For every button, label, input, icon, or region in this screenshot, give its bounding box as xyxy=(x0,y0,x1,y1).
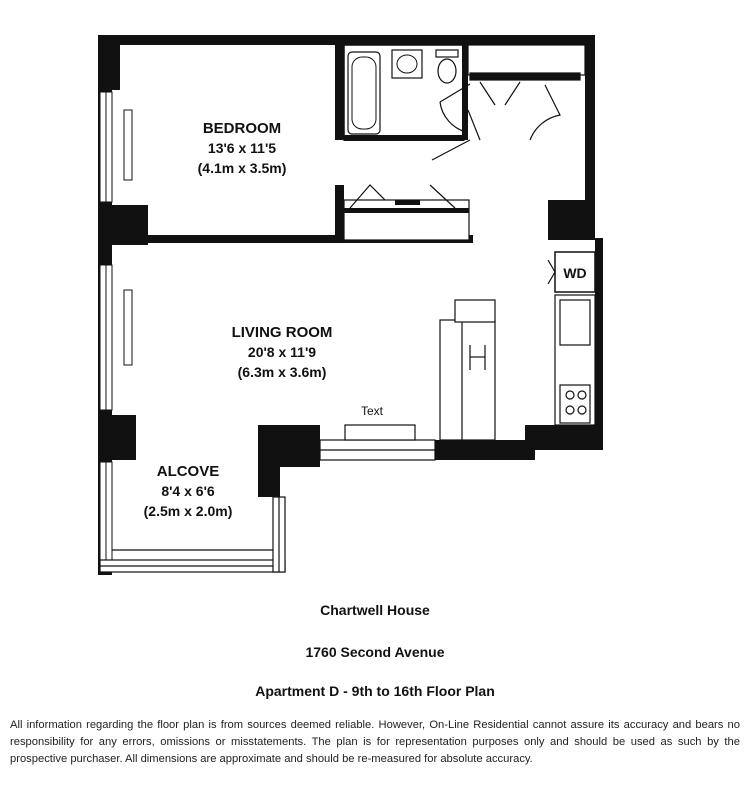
washer-dryer-label: WD xyxy=(563,265,587,281)
bedroom-label xyxy=(198,120,287,176)
living-room-dim-metric: (6.3m x 3.6m) xyxy=(237,364,327,380)
building-address: 1760 Second Avenue xyxy=(305,644,445,660)
alcove-dim-imperial: 8'4 x 6'6 xyxy=(161,483,215,499)
living-room-label xyxy=(232,324,333,380)
left-windows xyxy=(100,92,132,567)
bedroom-dim-metric: (4.1m x 3.5m) xyxy=(197,160,287,176)
radiator-note: Text xyxy=(360,404,384,418)
alcove-name: ALCOVE xyxy=(156,463,220,480)
kitchen-island xyxy=(440,320,495,440)
alcove-label xyxy=(144,463,233,519)
toilet-icon xyxy=(436,50,458,83)
washer-dryer xyxy=(548,252,595,292)
alcove-dim-metric: (2.5m x 2.0m) xyxy=(143,503,233,519)
disclaimer-text: All information regarding the floor plan is from sources deemed reliable. However, On-Line Residential cannot assure its accuracy and bears no responsibility for any errors, omissions or misstatements. The plan is for representation purposes only and should be used as such by the prospective purchaser. All dimensions are approximate and should be re-measured for absolute accuracy. xyxy=(10,719,740,765)
plan-title: Apartment D - 9th to 16th Floor Plan xyxy=(255,683,495,699)
bathroom xyxy=(344,45,470,141)
bedroom-dim-imperial: 13'6 x 11'5 xyxy=(207,140,277,156)
bedroom-name: BEDROOM xyxy=(202,120,282,137)
living-room-name: LIVING ROOM xyxy=(231,324,333,341)
kitchen xyxy=(440,295,595,440)
living-window xyxy=(320,425,435,460)
bedroom-closet xyxy=(344,185,469,240)
living-room-dim-imperial: 20'8 x 11'9 xyxy=(247,344,317,360)
building-name: Chartwell House xyxy=(320,602,430,618)
